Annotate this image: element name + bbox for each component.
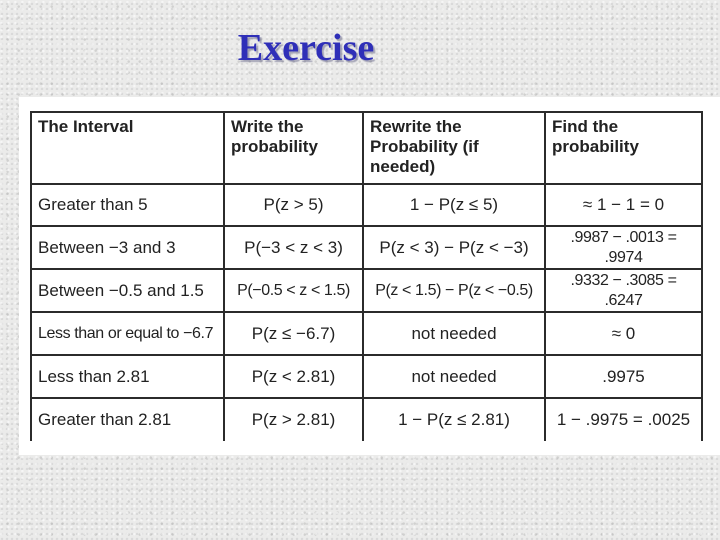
interval-cell: Less than or equal to −6.7 <box>31 312 224 355</box>
result-cell: .9975 <box>545 355 702 398</box>
interval-cell: Between −3 and 3 <box>31 226 224 269</box>
result-cell: .9987 − .0013 = .9974 <box>545 226 702 269</box>
table-row <box>31 269 702 312</box>
header-rewrite-probability: Rewrite the Probability (if needed) <box>363 112 545 184</box>
rewrite-cell: P(z < 3) − P(z < −3) <box>363 226 545 269</box>
table-panel <box>19 97 720 455</box>
header-row <box>31 112 702 184</box>
write-cell: P(−3 < z < 3) <box>224 226 363 269</box>
interval-cell: Less than 2.81 <box>31 355 224 398</box>
header-interval: The Interval <box>31 112 224 184</box>
interval-cell: Greater than 2.81 <box>31 398 224 441</box>
rewrite-cell: 1 − P(z ≤ 5) <box>363 184 545 226</box>
rewrite-cell: not needed <box>363 312 545 355</box>
result-cell: 1 − .9975 = .0025 <box>545 398 702 441</box>
rewrite-cell: not needed <box>363 355 545 398</box>
probability-table <box>30 111 703 441</box>
header-find-probability: Find the probability <box>545 112 702 184</box>
table-row <box>31 398 702 441</box>
table-row <box>31 312 702 355</box>
write-cell: P(z ≤ −6.7) <box>224 312 363 355</box>
write-cell: P(z < 2.81) <box>224 355 363 398</box>
result-cell: ≈ 0 <box>545 312 702 355</box>
rewrite-cell: 1 − P(z ≤ 2.81) <box>363 398 545 441</box>
table-row <box>31 355 702 398</box>
header-write-probability: Write the probability <box>224 112 363 184</box>
table-row <box>31 184 702 226</box>
interval-cell: Greater than 5 <box>31 184 224 226</box>
interval-cell: Between −0.5 and 1.5 <box>31 269 224 312</box>
write-cell: P(−0.5 < z < 1.5) <box>224 269 363 312</box>
result-cell: ≈ 1 − 1 = 0 <box>545 184 702 226</box>
table-row <box>31 226 702 269</box>
result-cell: .9332 − .3085 = .6247 <box>545 269 702 312</box>
write-cell: P(z > 5) <box>224 184 363 226</box>
rewrite-cell: P(z < 1.5) − P(z < −0.5) <box>363 269 545 312</box>
slide-title: Exercise <box>237 27 375 69</box>
write-cell: P(z > 2.81) <box>224 398 363 441</box>
